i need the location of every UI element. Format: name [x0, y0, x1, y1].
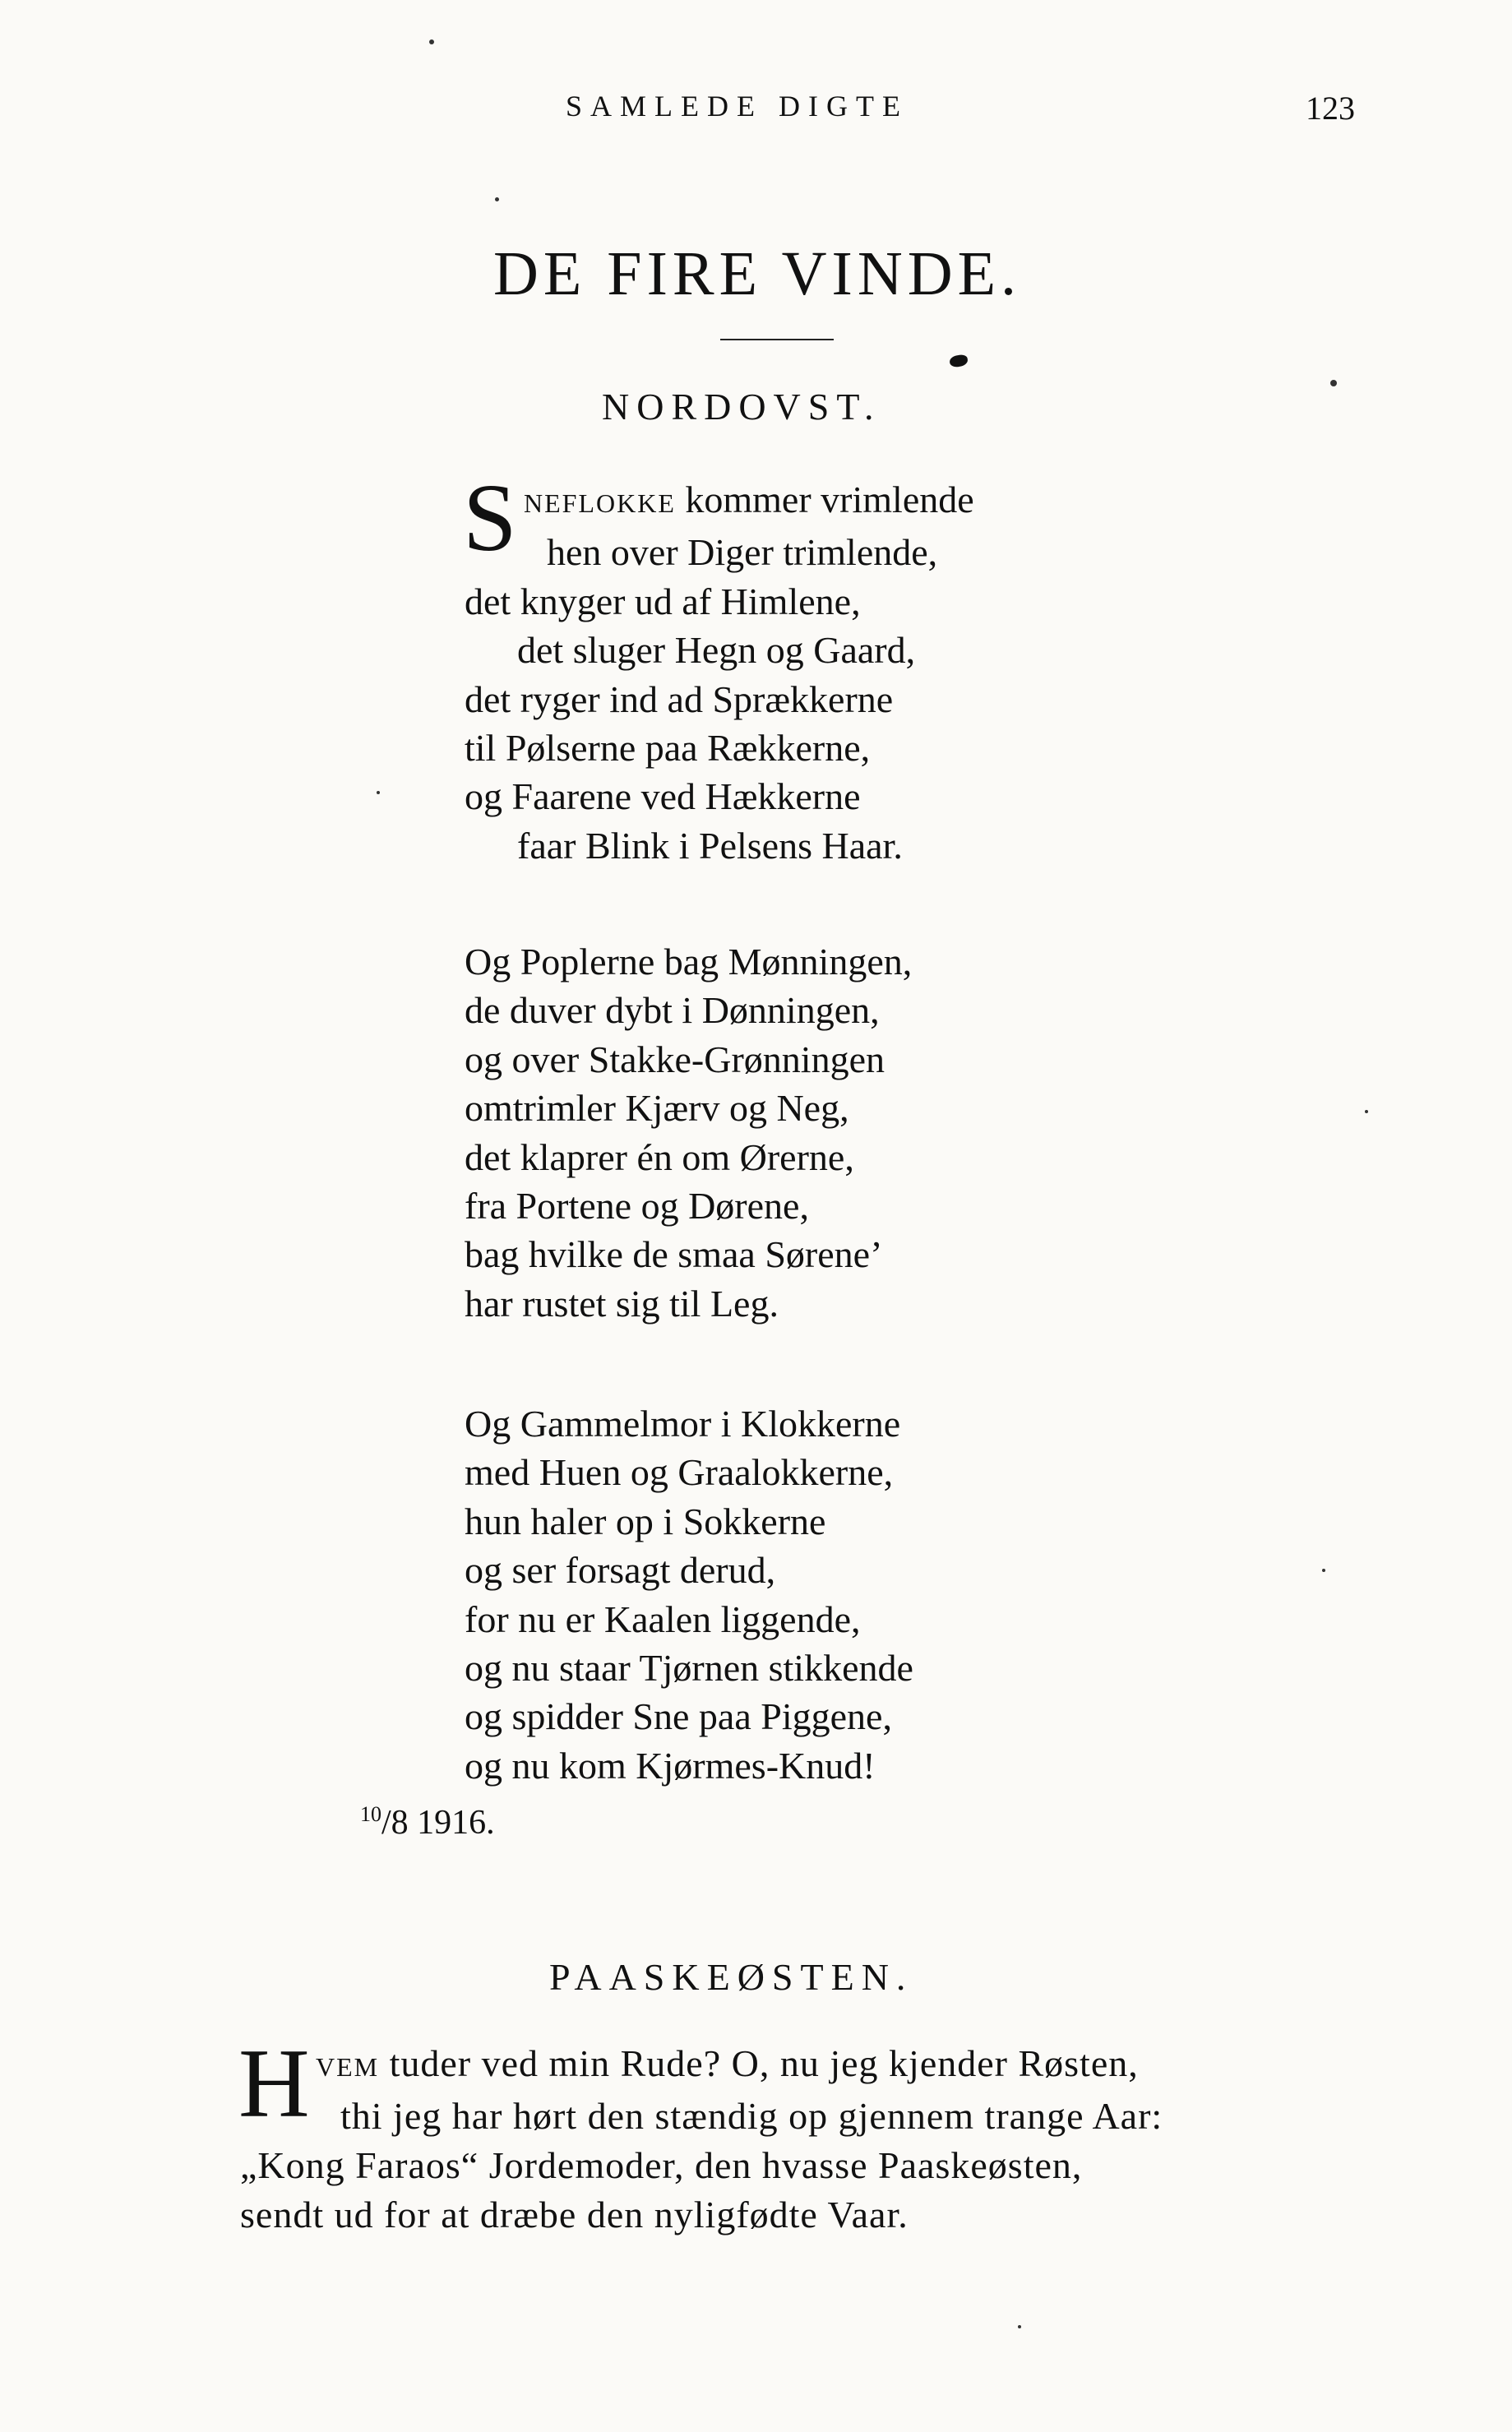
verse-line: for nu er Kaalen liggende, — [465, 1597, 861, 1640]
paper-speck — [495, 197, 499, 201]
verse-line: sendt ud for at dræbe den nyligfødte Vaar. — [240, 2194, 909, 2235]
ink-blot — [949, 354, 969, 368]
verse-line: thi jeg har hørt den stændig op gjennem trange Aar: — [340, 2095, 1163, 2137]
stanza-1 — [463, 464, 974, 870]
verse-line: med Huen og Graalokkerne, — [465, 1451, 894, 1494]
verse-line: og over Stakke-Grønningen — [465, 1038, 885, 1080]
verse-line: det klaprer én om Ørerne, — [465, 1135, 854, 1178]
verse-line: og nu staar Tjørnen stikkende — [465, 1647, 913, 1690]
verse-line: S NEFLOKKE kommer vrimlende — [463, 464, 974, 571]
running-head: SAMLEDE DIGTE — [566, 90, 909, 123]
verse-line: omtrimler Kjærv og Neg, — [465, 1087, 849, 1130]
verse-line: Og Poplerne bag Mønningen, — [465, 941, 913, 983]
verse-line: det sluger Hegn og Gaard, — [517, 629, 916, 672]
section-heading-nordovst: NORDOVST. — [602, 386, 881, 428]
title-rule — [720, 339, 834, 340]
page-number: 123 — [1306, 90, 1355, 127]
verse-line: Og Gammelmor i Klokkerne — [465, 1403, 901, 1445]
verse-line: „Kong Faraos“ Jordemoder, den hvasse Paaskeøsten, — [240, 2144, 1083, 2186]
verse-line: det knyger ud af Himlene, — [465, 580, 861, 622]
date-day: 10 — [360, 1802, 381, 1826]
verse-line: til Pølserne paa Rækkerne, — [465, 727, 871, 770]
stanza-2 — [465, 937, 912, 1328]
stanza-paaskeosten — [238, 2028, 1163, 2240]
paper-speck — [1365, 1110, 1368, 1113]
verse-line: H VEM tuder ved min Rude? O, nu jeg kjender Røsten, — [238, 2028, 1139, 2138]
smallcaps-word: NEFLOKKE — [524, 488, 676, 518]
section-heading-paaskeosten: PAASKEØSTEN. — [549, 1956, 913, 1998]
poem-date — [360, 1802, 495, 1842]
verse-line: og nu kom Kjørmes-Knud! — [465, 1744, 876, 1787]
paper-speck — [1018, 2325, 1021, 2328]
verse-line: bag hvilke de smaa Sørene’ — [465, 1233, 883, 1276]
smallcaps-word: VEM — [316, 2052, 380, 2082]
verse-line: hen over Diger trimlende, — [547, 531, 938, 574]
paper-speck — [1322, 1569, 1325, 1572]
verse-line: faar Blink i Pelsens Haar. — [517, 824, 903, 867]
verse-line: hun haler op i Sokkerne — [465, 1500, 826, 1542]
verse-line: og ser forsagt derud, — [465, 1549, 776, 1592]
paper-speck — [377, 791, 380, 794]
verse-line: det ryger ind ad Sprækkerne — [465, 677, 894, 720]
verse-line: har rustet sig til Leg. — [465, 1282, 779, 1325]
drop-cap: H — [238, 2028, 311, 2138]
stanza-3 — [465, 1399, 913, 1790]
paper-speck — [429, 39, 434, 44]
paper-speck — [1330, 380, 1337, 386]
verse-line: og spidder Sne paa Piggene, — [465, 1695, 892, 1738]
drop-cap: S — [463, 464, 517, 571]
verse-line: og Faarene ved Hækkerne — [465, 775, 861, 818]
verse-line: fra Portene og Dørene, — [465, 1185, 809, 1228]
date-year: 1916. — [408, 1804, 495, 1842]
poem-title: DE FIRE VINDE. — [493, 239, 1022, 308]
date-month: /8 — [381, 1804, 409, 1842]
verse-line: de duver dybt i Dønningen, — [465, 989, 880, 1032]
